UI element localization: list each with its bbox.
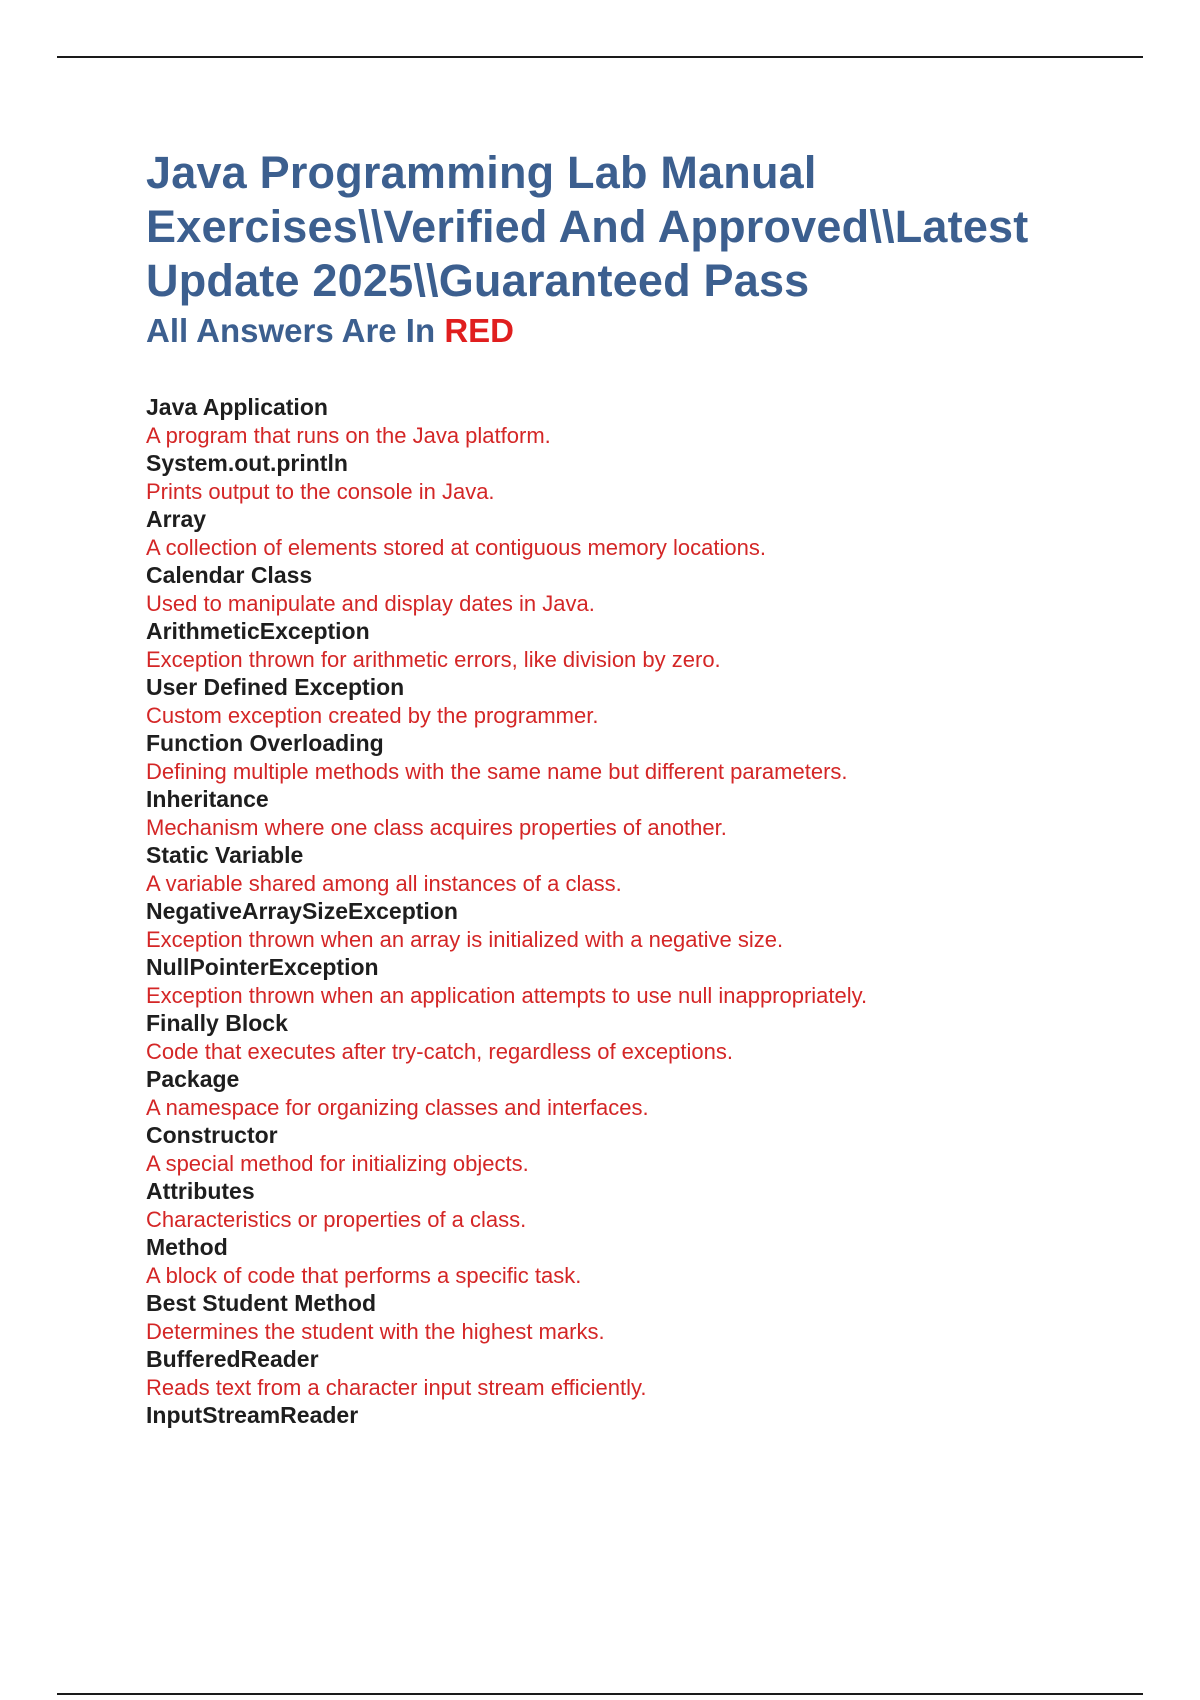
qa-term: BufferedReader bbox=[146, 1346, 319, 1372]
qa-answer: Exception thrown for arithmetic errors, like division by zero. bbox=[146, 647, 721, 672]
qa-answer: Code that executes after try-catch, regardless of exceptions. bbox=[146, 1039, 733, 1064]
qa-answer: Determines the student with the highest marks. bbox=[146, 1319, 605, 1344]
qa-item bbox=[146, 898, 1146, 954]
qa-answer: Exception thrown when an array is initialized with a negative size. bbox=[146, 927, 784, 952]
qa-answer: A variable shared among all instances of a class. bbox=[146, 871, 622, 896]
qa-item bbox=[146, 786, 1146, 842]
qa-item bbox=[146, 674, 1146, 730]
qa-answer: Exception thrown when an application attempts to use null inappropriately. bbox=[146, 983, 868, 1008]
qa-term: Constructor bbox=[146, 1122, 278, 1148]
qa-answer: A collection of elements stored at contiguous memory locations. bbox=[146, 535, 766, 560]
qa-answer: A special method for initializing objects. bbox=[146, 1151, 529, 1176]
qa-term: NegativeArraySizeException bbox=[146, 898, 458, 924]
qa-answer: A namespace for organizing classes and interfaces. bbox=[146, 1095, 649, 1120]
qa-term: InputStreamReader bbox=[146, 1402, 359, 1428]
qa-term: ArithmeticException bbox=[146, 618, 370, 644]
qa-list bbox=[146, 394, 1146, 1429]
qa-item bbox=[146, 1010, 1146, 1066]
qa-term: Inheritance bbox=[146, 786, 269, 812]
qa-term: Best Student Method bbox=[146, 1290, 376, 1316]
document-subtitle bbox=[146, 312, 1146, 350]
qa-item bbox=[146, 562, 1146, 618]
top-rule bbox=[57, 56, 1143, 58]
qa-term: Calendar Class bbox=[146, 562, 313, 588]
qa-item bbox=[146, 450, 1146, 506]
qa-item bbox=[146, 1290, 1146, 1346]
qa-item bbox=[146, 618, 1146, 674]
subtitle-highlight: RED bbox=[444, 312, 514, 349]
qa-term: Finally Block bbox=[146, 1010, 288, 1036]
qa-item bbox=[146, 1346, 1146, 1402]
qa-term: Function Overloading bbox=[146, 730, 384, 756]
document-body bbox=[146, 146, 1146, 1428]
qa-term: Package bbox=[146, 1066, 240, 1092]
qa-term: System.out.println bbox=[146, 450, 348, 476]
qa-item bbox=[146, 506, 1146, 562]
qa-term: Attributes bbox=[146, 1178, 255, 1204]
qa-answer: Custom exception created by the programmer. bbox=[146, 703, 599, 728]
qa-term: Method bbox=[146, 1234, 228, 1260]
document-title: Java Programming Lab Manual Exercises\\Verified And Approved\\Latest Update 2025\\Guaranteed Pass bbox=[146, 147, 1029, 306]
qa-item bbox=[146, 1234, 1146, 1290]
qa-item bbox=[146, 842, 1146, 898]
qa-item bbox=[146, 954, 1146, 1010]
qa-answer: A program that runs on the Java platform. bbox=[146, 423, 551, 448]
qa-answer: Reads text from a character input stream efficiently. bbox=[146, 1375, 647, 1400]
qa-item bbox=[146, 394, 1146, 450]
qa-term: Array bbox=[146, 506, 207, 532]
bottom-rule bbox=[57, 1693, 1143, 1695]
qa-answer: Used to manipulate and display dates in Java. bbox=[146, 591, 595, 616]
subtitle-prefix: All Answers Are In bbox=[146, 312, 445, 349]
qa-term: NullPointerException bbox=[146, 954, 379, 980]
qa-answer: Prints output to the console in Java. bbox=[146, 479, 495, 504]
qa-item bbox=[146, 730, 1146, 786]
qa-term: Static Variable bbox=[146, 842, 304, 868]
qa-item bbox=[146, 1066, 1146, 1122]
qa-item bbox=[146, 1402, 1146, 1429]
qa-term: User Defined Exception bbox=[146, 674, 405, 700]
qa-term: Java Application bbox=[146, 394, 328, 420]
qa-item bbox=[146, 1122, 1146, 1178]
qa-answer: Defining multiple methods with the same name but different parameters. bbox=[146, 759, 848, 784]
qa-item bbox=[146, 1178, 1146, 1234]
qa-answer: Mechanism where one class acquires properties of another. bbox=[146, 815, 727, 840]
qa-answer: A block of code that performs a specific task. bbox=[146, 1263, 582, 1288]
qa-answer: Characteristics or properties of a class. bbox=[146, 1207, 527, 1232]
